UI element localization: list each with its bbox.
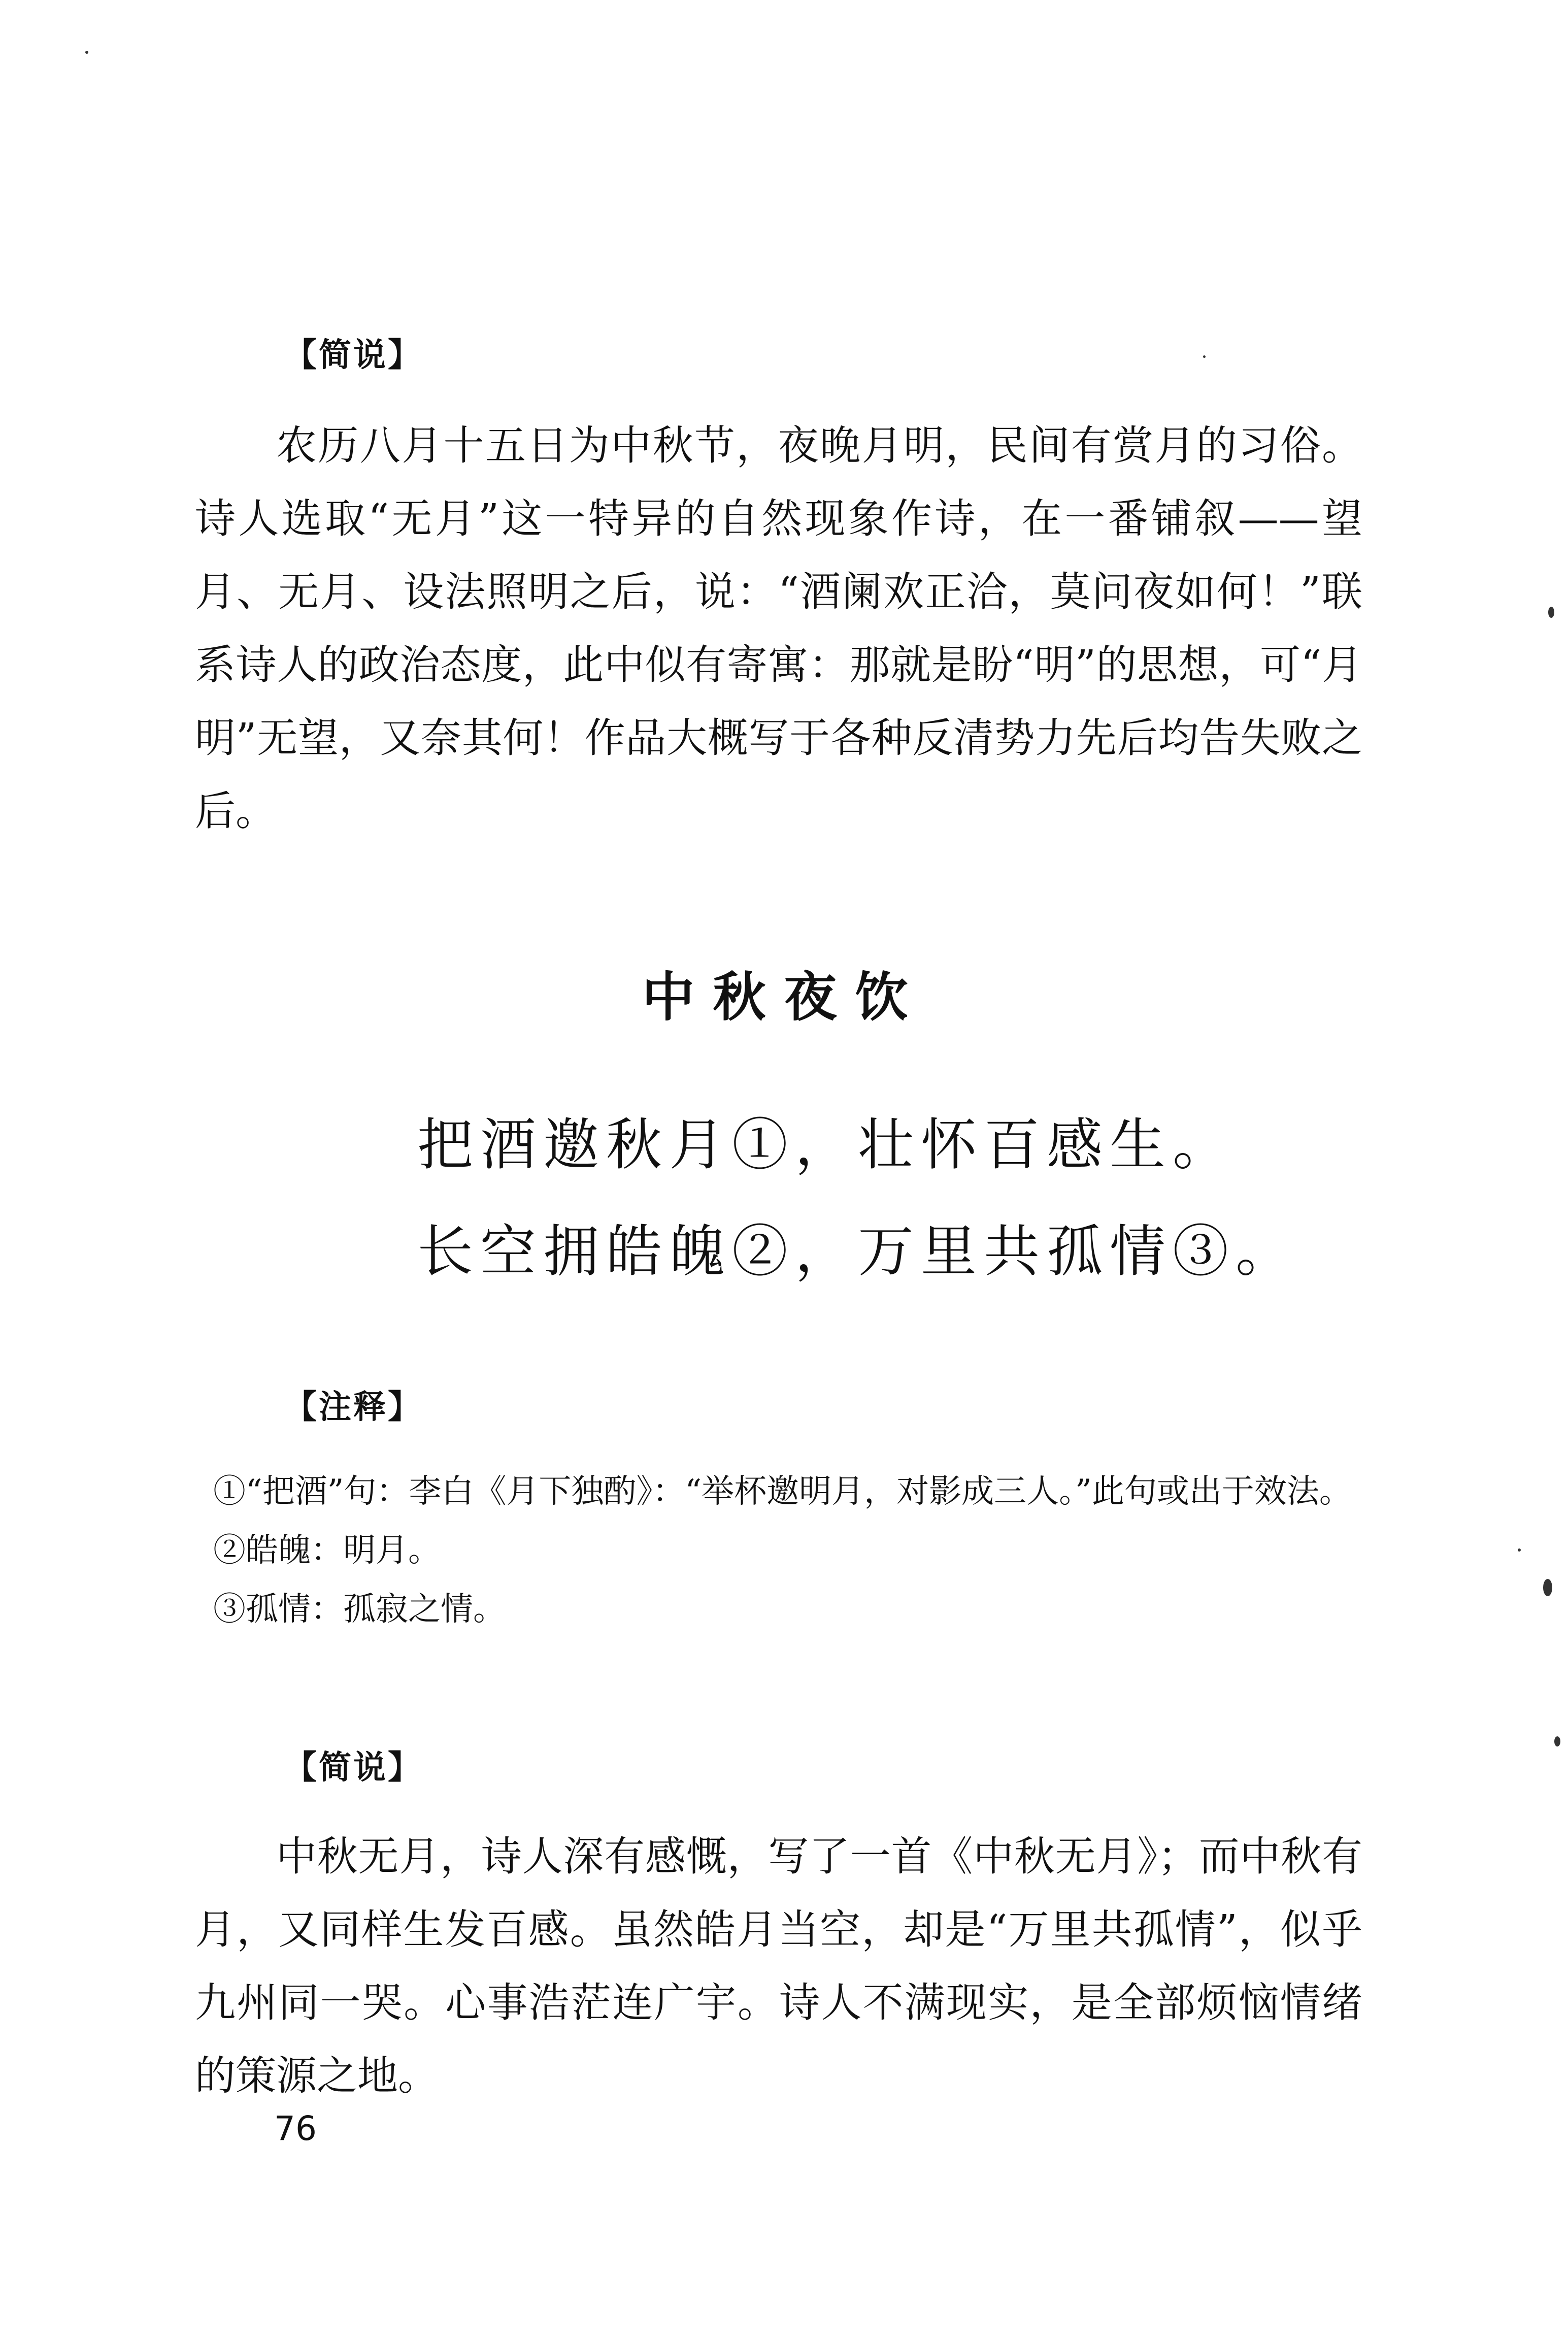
scan-speck: [1554, 1736, 1560, 1746]
scan-speck: [1548, 607, 1554, 618]
note-3: ③孤情：孤寂之情。: [213, 1591, 506, 1628]
brief-commentary-1-text: 农历八月十五日为中秋节，夜晚月明，民间有赏月的习俗。诗人选取“无月”这一特异的自然现象作诗，在一番铺叙——望月、无月、设法照明之后，说：“酒阑欢正洽，莫问夜如何！”联系诗人的政治态度，此中似有寄寓：那就是盼“明”的思想，可“月明”无望，又奈其何！作品大概写于各种反清势力先后均告失败之后。: [195, 422, 1362, 835]
brief-commentary-2-text: 中秋无月，诗人深有感慨，写了一首《中秋无月》；而中秋有月，又同样生发百感。虽然皓月当空，却是“万里共孤情”，似乎九州同一哭。心事浩茫连广宇。诗人不满现实，是全部烦恼情绪的策源之地。: [195, 1833, 1362, 2099]
notes-list: [195, 1462, 1362, 1639]
note-1: ①“把酒”句：李白《月下独酌》：“举杯邀明月，对影成三人。”此句或出于效法。: [213, 1473, 1352, 1510]
section-label-brief-2: 【简说】: [284, 1749, 422, 1787]
brief-commentary-1: [195, 409, 1362, 848]
scan-speck: [1543, 1579, 1552, 1596]
note-2: ②皓魄：明月。: [213, 1532, 441, 1569]
poem-line-2: 长空拥皓魄②，万里共孤情③。: [417, 1219, 1298, 1284]
poem-title: 中秋夜饮: [642, 966, 926, 1028]
poem-line-1: 把酒邀秋月①，壮怀百感生。: [417, 1112, 1236, 1177]
brief-commentary-2: [195, 1820, 1362, 2113]
scan-speck: [1203, 355, 1206, 358]
section-label-brief-1: 【简说】: [284, 337, 422, 374]
scan-speck: [1518, 1548, 1521, 1552]
page-number: 76: [274, 2109, 317, 2148]
section-label-notes: 【注释】: [284, 1389, 422, 1426]
scan-speck: [85, 51, 88, 54]
